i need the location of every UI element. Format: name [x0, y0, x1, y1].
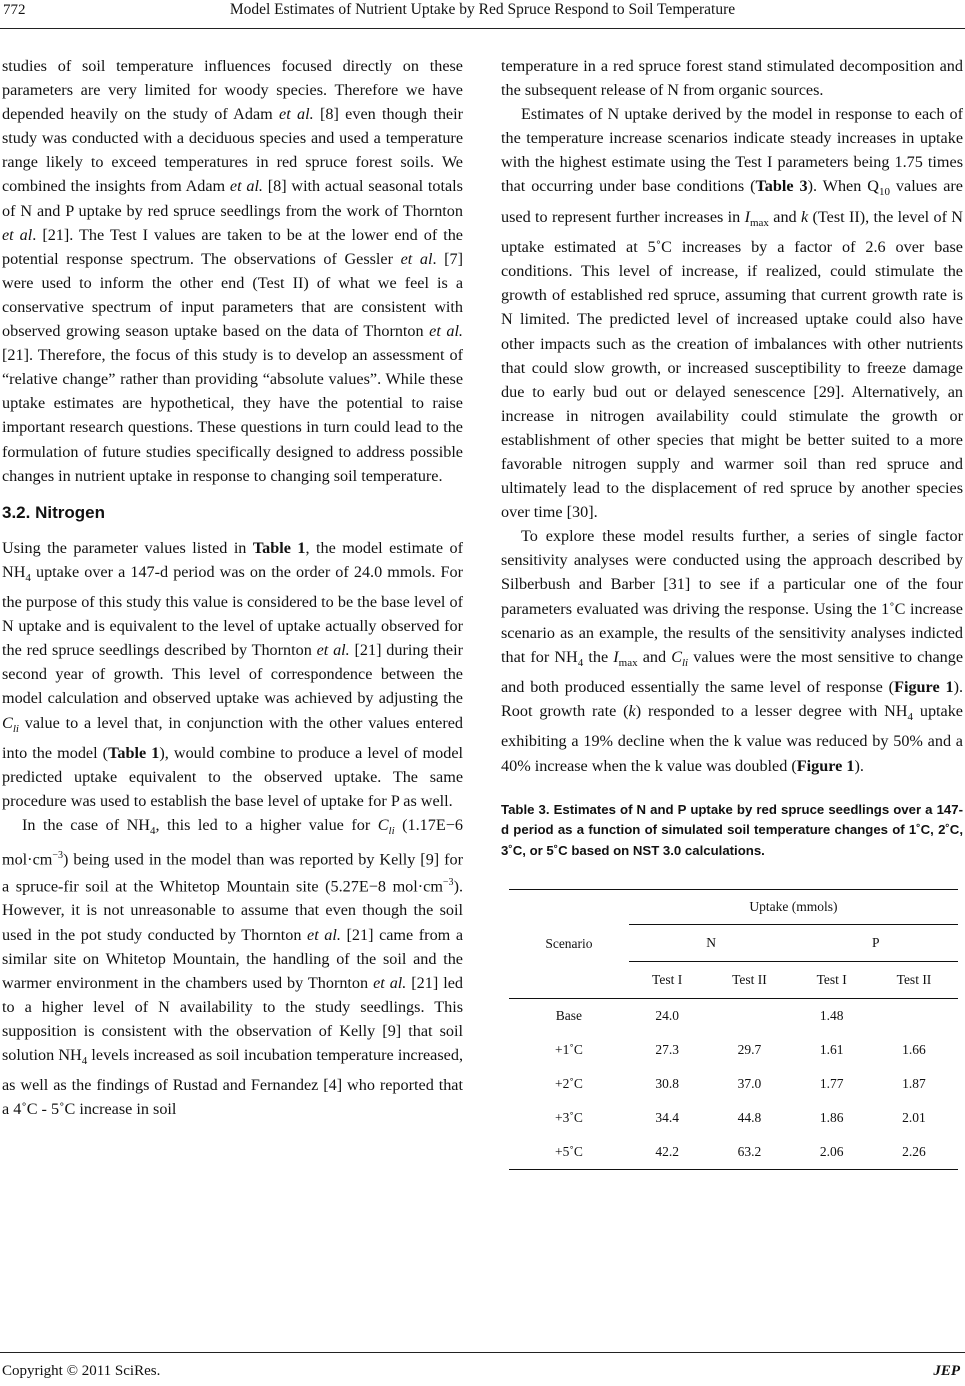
paragraph: temperature in a red spruce forest stand stimulated decomposition and the subsequent release of N from organic sources.: [501, 57, 963, 100]
table-row: [509, 1135, 958, 1170]
header-rule: [0, 28, 965, 29]
table-cell: 1.48: [793, 999, 870, 1034]
copyright-text: Copyright © 2011 SciRes.: [2, 1363, 161, 1379]
table-cell: 2.06: [793, 1135, 870, 1170]
table-cell: Base: [509, 999, 629, 1034]
table-cell: 1.77: [819, 1076, 844, 1092]
uptake-table: [509, 889, 958, 1170]
table-cell: 1.86: [819, 1110, 844, 1126]
paragraph: To explore these model results further, a series of single factor sensitivity analyses were conducted using the approach described by Silberbush and Barber [31] to see if a particular one of the four parameters evaluated was driving the response. Using the 1˚C increase scenario as an example, the results of the sensitivity analyses indicted that for $NH_4$ the $I_{max}$ and $C_{li}$ values were the most sensitive to change and both produced essentially the same level of response (Figure 1). Root growth rate (k) responded to a lesser degree with $NH_4$ uptake exhibiting a 19% decline when the k value was reduced by 50% and a 40% increase when the k value was doubled (Figure 1).: [501, 527, 964, 775]
table-cell: 29.7: [737, 1042, 762, 1058]
journal-abbrev: JEP: [933, 1363, 960, 1379]
table-subheader: Test II: [896, 972, 932, 988]
table-subheader: Test I: [816, 972, 847, 988]
table-cell: 37.0: [737, 1076, 762, 1092]
table-cell: 63.2: [705, 1135, 793, 1170]
table-cell: 1.61: [819, 1042, 844, 1058]
table-header-n: N: [629, 925, 794, 962]
table-cell: 1.66: [902, 1042, 926, 1058]
table-cell: 44.8: [737, 1110, 762, 1126]
page-number: 772: [3, 2, 26, 18]
table-row: [509, 1067, 958, 1101]
table-header-p: P: [793, 925, 958, 962]
paragraph: In the case of $NH_4$, this led to a higher value for $C_{li}$ (1.17E−6 $mol\cdot cm^{-3}$) being used in the model than was reported by Kelly [9] for a spruce-fir soil at the Whitetop Mountain site (5.27E−8 $mol\cdot cm^{-3}$). However, it is not unreasonable to assume that even though the soil used in the pot study conducted by Thornton et al. [21] came from a similar site on Whitetop Mountain, the handling of the soil and the warmer environment in the chambers used by Thornton et al. [21] led to a higher level of N availability to the study seedlings. This supposition is consistent with the observation of Kelly [9] that soil solution $NH_4$ levels increased as soil incubation temperature increased, as well as the findings of Rustad and Fernandez [4] who reported that a 4˚C - 5˚C increase in soil: [2, 816, 464, 1119]
table-caption: Table 3. Estimates of N and P uptake by red spruce seedlings over a 147-d period as a function of simulated soil temperature changes of 1˚C, 2˚C, 3˚C, or 5˚C based on NST 3.0 calculations.: [501, 801, 963, 858]
table-cell: 42.2: [629, 1135, 706, 1170]
table-cell: [870, 999, 958, 1034]
table-subheader: Test I: [652, 972, 683, 988]
running-title: Model Estimates of Nutrient Uptake by Red Spruce Respond to Soil Temperature: [229, 1, 736, 18]
table-row: [509, 1101, 958, 1135]
table-cell: 1.87: [902, 1076, 926, 1092]
table-row: [509, 999, 958, 1034]
table-cell: +1˚C: [554, 1042, 583, 1058]
table-cell: +2˚C: [554, 1076, 583, 1092]
table-subheader: Test II: [732, 972, 767, 988]
paragraph: studies of soil temperature influences focused directly on these parameters are very limited for woody species. Therefore we have depended heavily on the study of Adam et al. [8] even though their study was conducted with a deciduous species and used a temperature range likely to exceed temperatures in red spruce forest soils. We combined the insights from Adam et al. [8] with actual seasonal totals of N and P uptake by red spruce seedlings from the work of Thornton et al. [21]. The Test I values are taken to be at the lower end of the potential response spectrum. The observations of Gessler et al. [7] were used to inform the other end (Test II) of what we feel is a conservative spectrum of input parameters that are consistent with observed growing season uptake based on the data of Thornton et al. [21]. Therefore, the focus of this study is to develop an assessment of “relative change” rather than providing “absolute values”. While these uptake estimates are hypothetical, they have the potential to raise important research questions. These questions in turn could lead to the formulation of future studies specifically designed to address possible changes in nutrient uptake in response to changing soil temperature.: [2, 57, 463, 485]
table-header-uptake: Uptake (mmols): [629, 890, 958, 925]
table-cell: 27.3: [655, 1042, 679, 1058]
table-cell: 2.01: [902, 1110, 926, 1126]
table-cell: +3˚C: [554, 1110, 583, 1126]
paragraph: Estimates of N uptake derived by the model in response to each of the temperature increase scenarios indicate steady increases in uptake with the highest estimate using the Test I parameters being 1.75 times that occurring under base conditions (Table 3). When $Q_{10}$ values are used to represent further increases in $I_{max}$ and k (Test II), the level of N uptake estimated at 5˚C increases by a factor of 2.6 over base conditions. This level of increase, if realized, could stimulate the growth of established red spruce, assuming that current growth rate is N limited. The predicted level of increased uptake could also have other impacts such as the creation of imbalances with other nutrients that could slow growth, or increased susceptibility to freeze damage due to early bud out or delayed senescence [29]. Alternatively, an increase in nitrogen availability could stimulate the growth or establishment of other species that might be better suited to a more favorable nitrogen supply and warmer soil than red spruce and ultimately lead to the displacement of red spruce by another species over time [30].: [501, 105, 963, 522]
section-heading: 3.2. Nitrogen: [2, 502, 105, 522]
table-cell: [705, 999, 793, 1034]
table-cell: 30.8: [655, 1076, 679, 1092]
table-cell: +5˚C: [509, 1135, 629, 1170]
table-cell: 24.0: [629, 999, 706, 1034]
table-cell: 2.26: [870, 1135, 958, 1170]
footer-rule: [0, 1352, 965, 1353]
page-header: [0, 0, 965, 30]
table-cell: 34.4: [655, 1110, 679, 1126]
paragraph: Using the parameter values listed in Table 1, the model estimate of $NH_4$ uptake over a 147-d period was on the order of 24.0 mmols. For the purpose of this study this value is considered to be the base level of N uptake and is equivalent to the level of uptake actually observed for the red spruce seedlings described by Thornton et al. [21] during their second year of growth. This level of correspondence between the model calculation and observed uptake was achieved by adjusting the $C_{li}$ value to a level that, in conjunction with the other values entered into the model (Table 1), would combine to produce a level of model predicted uptake equivalent to the observed uptake. The same procedure was used to establish the base level of uptake for P as well.: [2, 538, 464, 811]
right-column: [501, 54, 963, 1170]
left-column: [2, 54, 463, 1122]
table-header-scenario: Scenario: [509, 890, 629, 999]
page-footer: [0, 1363, 965, 1383]
table-row: [509, 1033, 958, 1067]
